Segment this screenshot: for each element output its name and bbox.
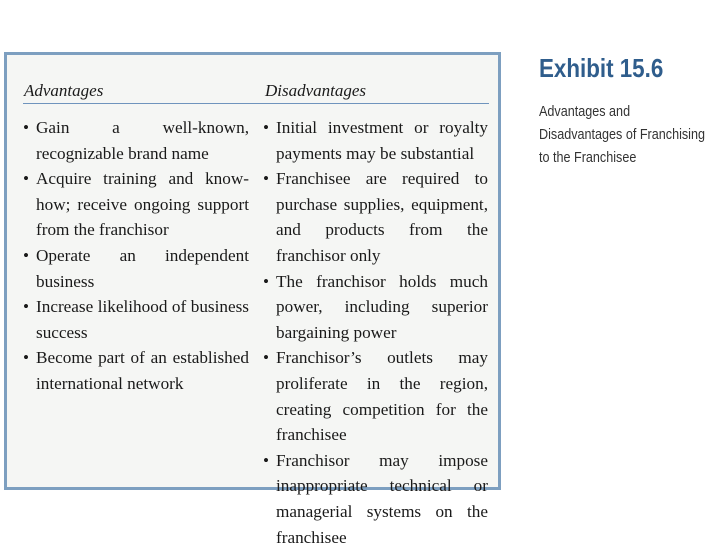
- header-divider: [23, 103, 489, 104]
- advantage-item: • Become part of an established international network: [23, 345, 249, 396]
- advantage-item: • Operate an independent business: [23, 243, 249, 294]
- advantages-header: Advantages: [24, 81, 104, 100]
- exhibit-table: [4, 52, 501, 547]
- advantage-item: • Gain a well-known, recognizable brand name: [23, 115, 249, 166]
- exhibit-title: Exhibit 15.6: [539, 53, 664, 83]
- disadvantage-item: • Franchisor’s outlets may proliferate in the region, creating competition for the franchisee: [263, 345, 488, 447]
- disadvantages-list: [263, 115, 488, 550]
- disadvantage-item: • Franchisee are required to purchase supplies, equipment, and products from the franchisor only: [263, 166, 488, 268]
- advantage-item: • Acquire training and know-how; receive ongoing support from the franchisor: [23, 166, 249, 243]
- disadvantage-item: • Franchisor may impose inappropriate technical or managerial systems on the franchisee: [263, 448, 488, 550]
- exhibit-caption: Advantages and Disadvantages of Franchising to the Franchisee: [539, 103, 705, 166]
- disadvantage-item: • Initial investment or royalty payments may be substantial: [263, 115, 488, 166]
- advantages-list: [23, 115, 249, 397]
- advantage-item: • Increase likelihood of business success: [23, 294, 249, 345]
- disadvantages-header: Disadvantages: [265, 81, 367, 100]
- disadvantage-item: • The franchisor holds much power, including superior bargaining power: [263, 269, 488, 346]
